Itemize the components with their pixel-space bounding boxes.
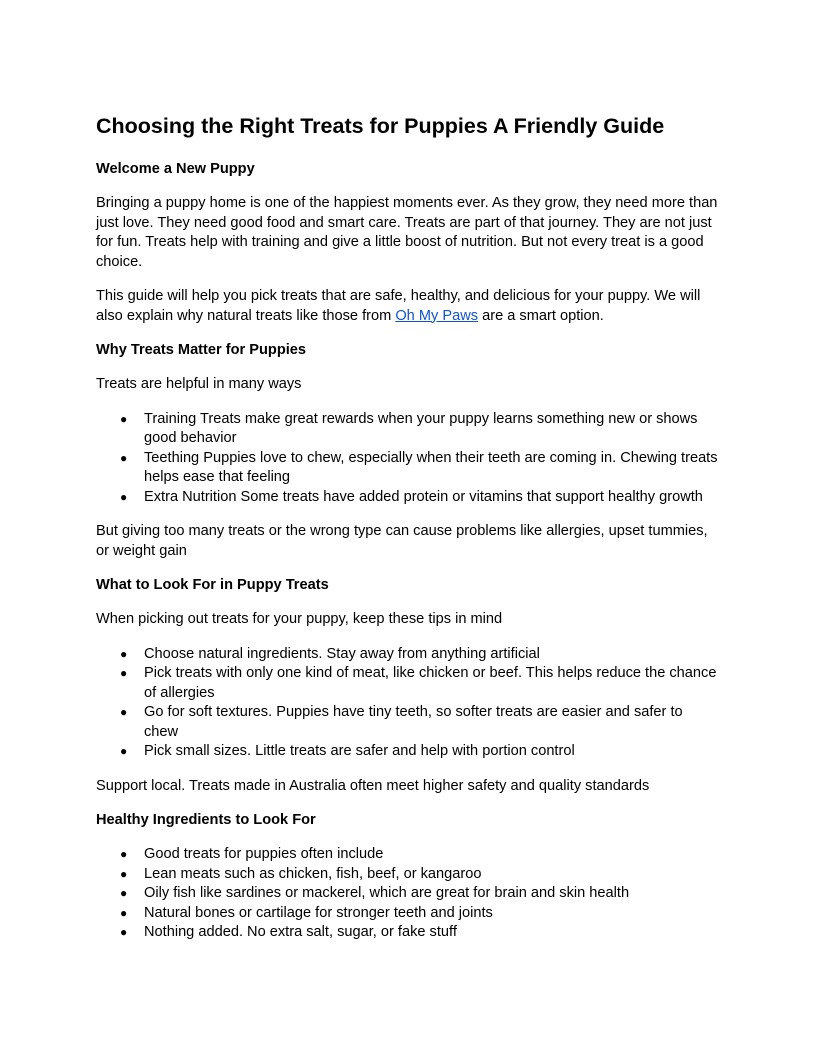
paragraph: Support local. Treats made in Australia often meet higher safety and quality standards xyxy=(96,777,650,794)
list-item xyxy=(96,488,720,508)
list-item xyxy=(96,923,720,943)
bullet-icon: ● xyxy=(120,847,128,861)
paragraph: Bringing a puppy home is one of the happiest moments ever. As they grow, they need more than just love. They need good food and smart care. Treats are part of that journey. They are not just for fun. Treats help with training and give a little boost of nutrition. But not every treat is a good choice. xyxy=(96,195,718,270)
list-item xyxy=(96,645,720,665)
bullet-list xyxy=(96,410,720,508)
list-item xyxy=(96,865,720,885)
list-item-text: Extra Nutrition Some treats have added protein or vitamins that support healthy growth xyxy=(144,488,703,505)
section-heading-welcome: Welcome a New Puppy xyxy=(96,161,255,177)
paragraph-text: This guide will help you pick treats that are safe, healthy, and delicious for your puppy. We will also explain why natural treats like those from xyxy=(96,288,701,324)
section-heading-why-treats: Why Treats Matter for Puppies xyxy=(96,342,307,358)
list-item-text: Training Treats make great rewards when your puppy learns something new or shows good behavior xyxy=(144,410,698,446)
list-item-text: Nothing added. No extra salt, sugar, or fake stuff xyxy=(144,924,457,940)
bullet-icon: ● xyxy=(120,705,128,719)
paragraph: Treats are helpful in many ways xyxy=(96,376,302,392)
bullet-list xyxy=(96,645,720,762)
bullet-icon: ● xyxy=(120,925,128,939)
list-item-text: Lean meats such as chicken, fish, beef, or kangaroo xyxy=(144,865,482,882)
list-item xyxy=(96,410,720,449)
paragraph: When picking out treats for your puppy, keep these tips in mind xyxy=(96,611,503,627)
list-item xyxy=(96,845,720,865)
list-item xyxy=(96,664,720,703)
paragraph-text: are a smart option. xyxy=(478,307,604,324)
list-item-text: Pick small sizes. Little treats are safer and help with portion control xyxy=(144,743,575,759)
section-heading-what-to-look-for: What to Look For in Puppy Treats xyxy=(96,577,329,593)
bullet-icon: ● xyxy=(120,886,128,900)
bullet-icon: ● xyxy=(120,489,128,504)
list-item-text: Pick treats with only one kind of meat, like chicken or beef. This helps reduce the chance of allergies xyxy=(144,665,717,701)
bullet-icon: ● xyxy=(120,646,128,661)
list-item xyxy=(96,742,720,762)
list-item xyxy=(96,703,720,742)
bullet-icon: ● xyxy=(120,411,128,426)
list-item xyxy=(96,449,720,488)
list-item xyxy=(96,884,720,904)
list-item-text: Go for soft textures. Puppies have tiny teeth, so softer treats are easier and safer to chew xyxy=(144,704,683,740)
bullet-icon: ● xyxy=(120,905,128,920)
list-item-text: Good treats for puppies often include xyxy=(144,846,384,862)
paragraph: But giving too many treats or the wrong type can cause problems like allergies, upset tummies, or weight gain xyxy=(96,523,708,559)
list-item xyxy=(96,904,720,924)
bullet-icon: ● xyxy=(120,666,128,680)
list-item-text: Teething Puppies love to chew, especially when their teeth are coming in. Chewing treats helps ease that feeling xyxy=(144,449,718,485)
oh-my-paws-link[interactable]: Oh My Paws xyxy=(395,307,479,324)
paragraph-with-link xyxy=(96,287,720,326)
bullet-list xyxy=(96,845,720,943)
list-item-text: Natural bones or cartilage for stronger teeth and joints xyxy=(144,904,493,921)
list-item-text: Oily fish like sardines or mackerel, which are great for brain and skin health xyxy=(144,885,630,901)
section-heading-healthy-ingredients: Healthy Ingredients to Look For xyxy=(96,812,316,828)
bullet-icon: ● xyxy=(120,744,128,758)
bullet-icon: ● xyxy=(120,450,128,465)
bullet-icon: ● xyxy=(120,866,128,881)
document-title: Choosing the Right Treats for Puppies A Friendly Guide xyxy=(96,114,665,138)
list-item-text: Choose natural ingredients. Stay away from anything artificial xyxy=(144,645,540,662)
